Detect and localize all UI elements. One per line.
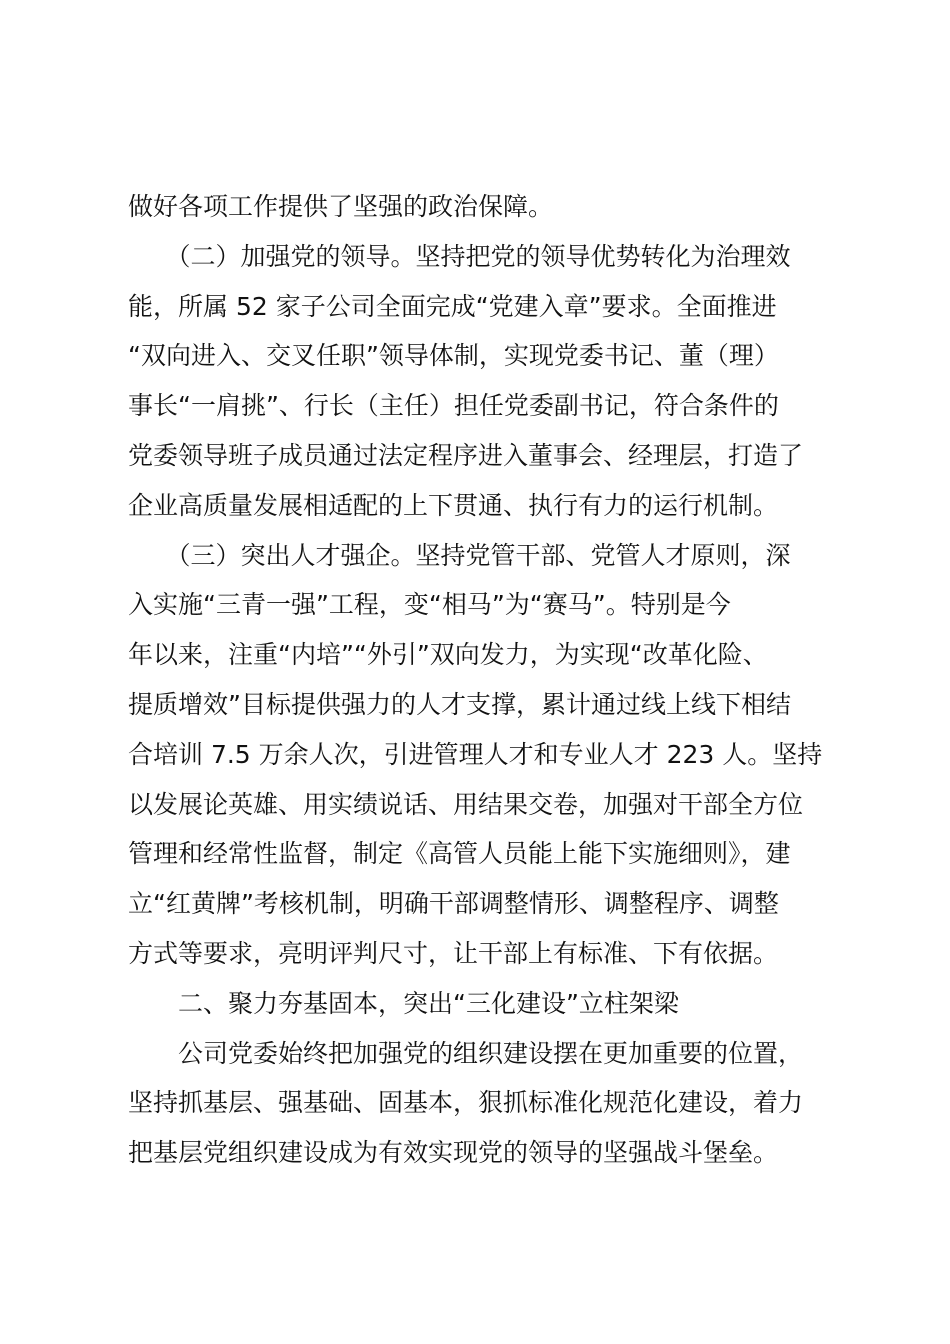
text-line: 做好各项工作提供了坚强的政治保障。 [128,192,554,221]
text-line: 党委领导班子成员通过法定程序进入董事会、经理层，打造了 [128,440,804,470]
text-line: 事长“一肩挑”、行长（主任）担任党委副书记，符合条件的 [128,391,779,421]
text-line: 以发展论英雄、用实绩说话、用结果交卷，加强对干部全方位 [128,789,804,819]
text-line: 公司党委始终把加强党的组织建设摆在更加重要的位置， [128,1038,804,1068]
text-line: 管理和经常性监督，制定《高管人员能上能下实施细则》，建 [128,839,791,869]
body-text [128,182,834,1178]
text-line: 合培训 7.5 万余人次，引进管理人才和专业人才 223 人。坚持 [128,739,823,769]
text-line: 把基层党组织建设成为有效实现党的领导的坚强战斗堡垒。 [128,1138,779,1168]
text-line: 年以来，注重“内培”“外引”双向发力，为实现“改革化险、 [128,640,768,670]
text-line: 立“红黄牌”考核机制，明确干部调整情形、调整程序、调整 [128,889,779,919]
text-line: 提质增效”目标提供强力的人才支撑，累计通过线上线下相结 [128,689,791,719]
paragraph-heading-line: （三）突出人才强企。坚持党管干部、党管人才原则，深 [128,540,791,570]
paragraph-heading-line: （二）加强党的领导。坚持把党的领导优势转化为治理效 [128,241,791,271]
text-line: 入实施“三青一强”工程，变“相马”为“赛马”。特别是今 [128,590,731,620]
text-line: 方式等要求，亮明评判尺寸，让干部上有标准、下有依据。 [128,938,779,968]
text-line: 坚持抓基层、强基础、固基本，狠抓标准化规范化建设，着力 [128,1088,804,1118]
text-line: “双向进入、交叉任职”领导体制，实现党委书记、董（理） [128,341,779,371]
section-heading: 二、聚力夯基固本，突出“三化建设”立柱架梁 [128,988,679,1018]
text-line: 能，所属 52 家子公司全面完成“党建入章”要求。全面推进 [128,291,777,321]
text-line: 企业高质量发展相适配的上下贯通、执行有力的运行机制。 [128,490,779,520]
